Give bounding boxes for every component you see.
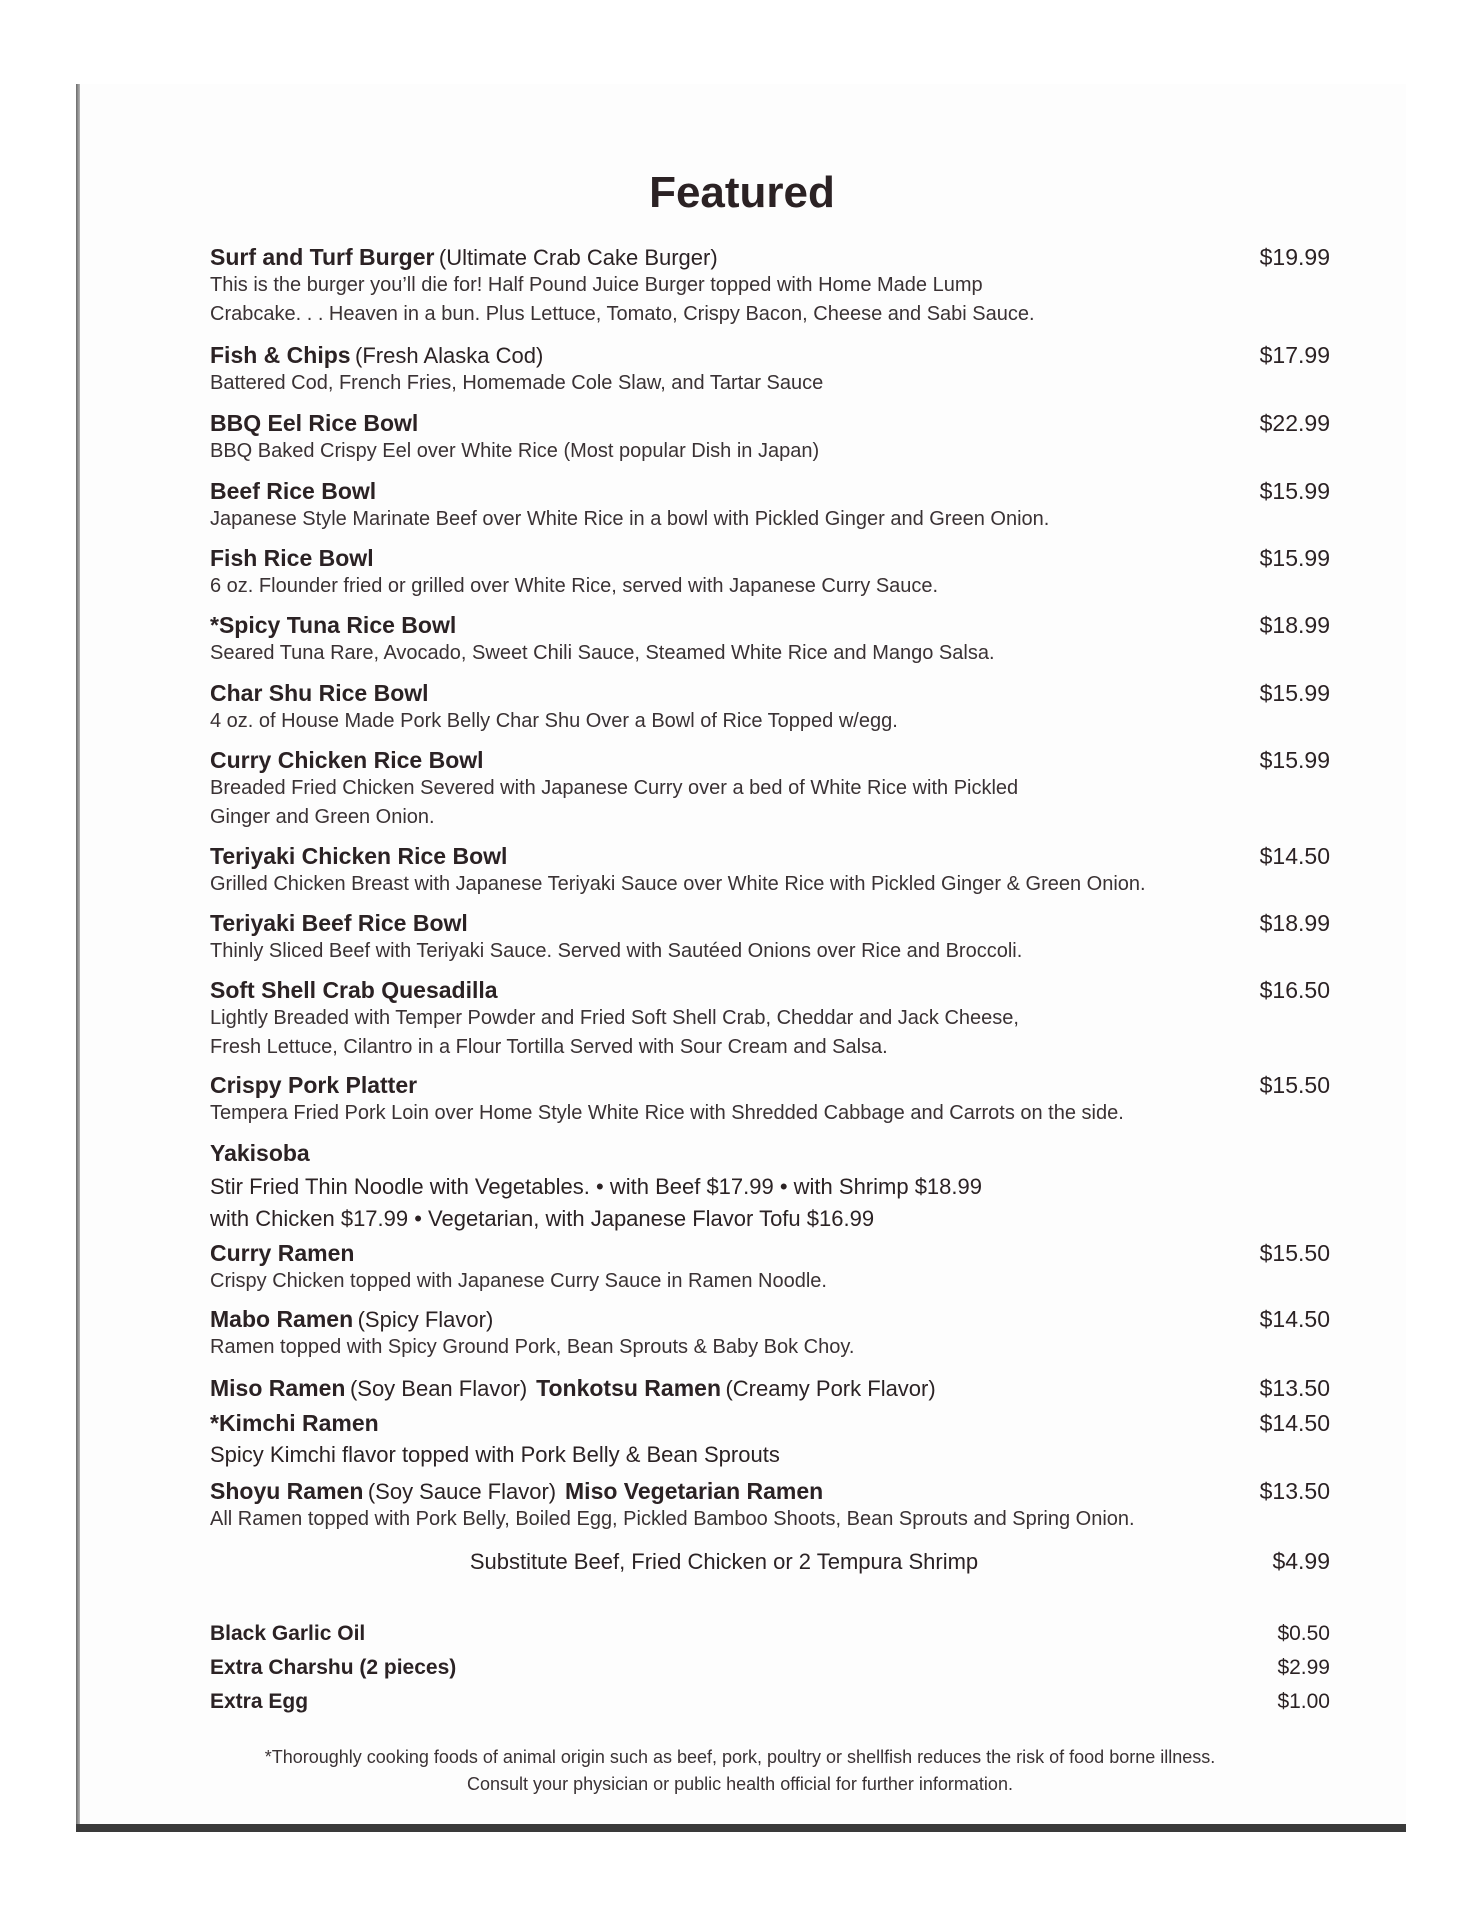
item-price: $15.99 <box>1259 680 1330 706</box>
menu-item <box>210 680 1330 736</box>
extra-item <box>210 1622 1330 1646</box>
item-name: Char Shu Rice Bowl <box>210 680 429 706</box>
item-price: $14.50 <box>1259 843 1330 869</box>
item-description: Japanese Style Marinate Beef over White Rice in a bowl with Pickled Ginger and Green Onion. <box>210 508 1050 530</box>
item-name: Crispy Pork Platter <box>210 1072 418 1098</box>
item-name: Extra Egg <box>210 1690 309 1713</box>
item-name: Curry Chicken Rice Bowl <box>210 747 484 773</box>
item-description: Lightly Breaded with Temper Powder and Fried Soft Shell Crab, Cheddar and Jack Cheese, <box>210 1007 1019 1029</box>
item-name: Fish & Chips <box>210 342 351 368</box>
menu-item <box>210 410 1330 466</box>
item-price: $13.50 <box>1259 1478 1330 1504</box>
item-price: $14.50 <box>1259 1410 1330 1436</box>
item-subtitle: (Fresh Alaska Cod) <box>355 343 544 368</box>
item-name: *Spicy Tuna Rice Bowl <box>210 612 457 638</box>
item-subtitle: (Soy Bean Flavor) <box>349 1376 528 1401</box>
item-description: Tempera Fried Pork Loin over Home Style White Rice with Shredded Cabbage and Carrots on the side. <box>210 1102 1124 1124</box>
item-price: $16.50 <box>1259 977 1330 1003</box>
item-price: $19.99 <box>1259 244 1330 270</box>
item-name: Beef Rice Bowl <box>210 478 377 504</box>
item-name: Surf and Turf Burger <box>210 244 435 270</box>
menu-item <box>210 910 1330 966</box>
menu-item <box>210 612 1330 668</box>
item-price: $4.99 <box>1272 1548 1330 1574</box>
menu-item <box>210 1375 1330 1402</box>
menu-item <box>210 1548 1330 1575</box>
item-price: $22.99 <box>1259 410 1330 436</box>
extra-item <box>210 1656 1330 1680</box>
item-name: Curry Ramen <box>210 1240 355 1266</box>
item-name: Miso Vegetarian Ramen <box>565 1478 824 1504</box>
item-price: $1.00 <box>1277 1690 1330 1713</box>
item-price: $17.99 <box>1259 342 1330 368</box>
footnote <box>150 1744 1330 1798</box>
menu-item <box>210 545 1330 601</box>
item-price: $15.50 <box>1259 1240 1330 1266</box>
menu-item <box>210 1306 1330 1362</box>
item-subtitle: (Ultimate Crab Cake Burger) <box>438 245 718 270</box>
menu-item <box>210 843 1330 899</box>
item-description: All Ramen topped with Pork Belly, Boiled Egg, Pickled Bamboo Shoots, Bean Sprouts and Spring Onion. <box>210 1508 1135 1530</box>
item-price: $18.99 <box>1259 612 1330 638</box>
extra-item <box>210 1690 1330 1714</box>
item-name: Miso Ramen <box>210 1375 346 1401</box>
page-edge-bottom <box>76 1824 1406 1832</box>
item-description: Breaded Fried Chicken Severed with Japanese Curry over a bed of White Rice with Pickled <box>210 777 1019 799</box>
item-options: with Chicken $17.99 • Vegetarian, with Japanese Flavor Tofu $16.99 <box>210 1206 875 1231</box>
item-name: Yakisoba <box>210 1140 310 1166</box>
item-price: $15.99 <box>1259 478 1330 504</box>
item-description: This is the burger you’ll die for! Half Pound Juice Burger topped with Home Made Lump <box>210 274 983 296</box>
footnote-line: Consult your physician or public health official for further information. <box>467 1774 1013 1794</box>
item-description: BBQ Baked Crispy Eel over White Rice (Most popular Dish in Japan) <box>210 440 820 462</box>
item-price: $0.50 <box>1277 1622 1330 1645</box>
item-name: BBQ Eel Rice Bowl <box>210 410 419 436</box>
item-name: Mabo Ramen <box>210 1306 354 1332</box>
item-subtitle: (Creamy Pork Flavor) <box>725 1376 936 1401</box>
menu-item <box>210 1410 1330 1471</box>
item-name: Extra Charshu (2 pieces) <box>210 1656 457 1679</box>
item-description: Battered Cod, French Fries, Homemade Cole Slaw, and Tartar Sauce <box>210 372 824 394</box>
page-title: Featured <box>649 168 835 217</box>
item-description: Ramen topped with Spicy Ground Pork, Bean Sprouts & Baby Bok Choy. <box>210 1336 855 1358</box>
menu-item <box>210 1240 1330 1296</box>
item-name: Tonkotsu Ramen <box>536 1375 721 1401</box>
item-name: Black Garlic Oil <box>210 1622 366 1645</box>
menu-item <box>210 1072 1330 1128</box>
item-description: Thinly Sliced Beef with Teriyaki Sauce. Served with Sautéed Onions over Rice and Broccoli. <box>210 940 1023 962</box>
menu-item <box>210 977 1330 1062</box>
item-name: Teriyaki Chicken Rice Bowl <box>210 843 508 869</box>
item-price: $15.99 <box>1259 747 1330 773</box>
item-description: Seared Tuna Rare, Avocado, Sweet Chili Sauce, Steamed White Rice and Mango Salsa. <box>210 642 995 664</box>
menu-item <box>210 478 1330 534</box>
item-description: Fresh Lettuce, Cilantro in a Flour Tortilla Served with Sour Cream and Salsa. <box>210 1036 888 1058</box>
item-description: Crispy Chicken topped with Japanese Curry Sauce in Ramen Noodle. <box>210 1270 827 1292</box>
footnote-line: *Thoroughly cooking foods of animal origin such as beef, pork, poultry or shellfish reduces the risk of food borne illness. <box>264 1747 1216 1767</box>
item-name: Soft Shell Crab Quesadilla <box>210 977 498 1003</box>
item-options: Stir Fried Thin Noodle with Vegetables. • with Beef $17.99 • with Shrimp $18.99 <box>210 1174 982 1199</box>
item-description: Grilled Chicken Breast with Japanese Teriyaki Sauce over White Rice with Pickled Ginger & Green Onion. <box>210 873 1146 895</box>
item-description: 6 oz. Flounder fried or grilled over White Rice, served with Japanese Curry Sauce. <box>210 575 939 597</box>
item-price: $2.99 <box>1277 1656 1330 1679</box>
substitute-text: Substitute Beef, Fried Chicken or 2 Tempura Shrimp <box>469 1549 979 1574</box>
item-price: $18.99 <box>1259 910 1330 936</box>
menu-item <box>210 747 1330 832</box>
item-description: Crabcake. . . Heaven in a bun. Plus Lettuce, Tomato, Crispy Bacon, Cheese and Sabi Sauce. <box>210 303 1035 325</box>
item-description: Spicy Kimchi flavor topped with Pork Belly & Bean Sprouts <box>210 1442 780 1467</box>
item-name: Teriyaki Beef Rice Bowl <box>210 910 468 936</box>
menu-item <box>210 342 1330 398</box>
item-price: $15.50 <box>1259 1072 1330 1098</box>
item-description: 4 oz. of House Made Pork Belly Char Shu Over a Bowl of Rice Topped w/egg. <box>210 710 898 732</box>
menu-item <box>210 1140 1330 1235</box>
item-subtitle: (Soy Sauce Flavor) <box>367 1479 557 1504</box>
menu-item <box>210 244 1330 329</box>
item-name: *Kimchi Ramen <box>210 1410 379 1436</box>
item-subtitle: (Spicy Flavor) <box>357 1307 494 1332</box>
item-price: $15.99 <box>1259 545 1330 571</box>
item-price: $14.50 <box>1259 1306 1330 1332</box>
item-description: Ginger and Green Onion. <box>210 806 435 828</box>
menu-item <box>210 1478 1330 1534</box>
item-name: Shoyu Ramen <box>210 1478 364 1504</box>
item-price: $13.50 <box>1259 1375 1330 1401</box>
item-name: Fish Rice Bowl <box>210 545 374 571</box>
